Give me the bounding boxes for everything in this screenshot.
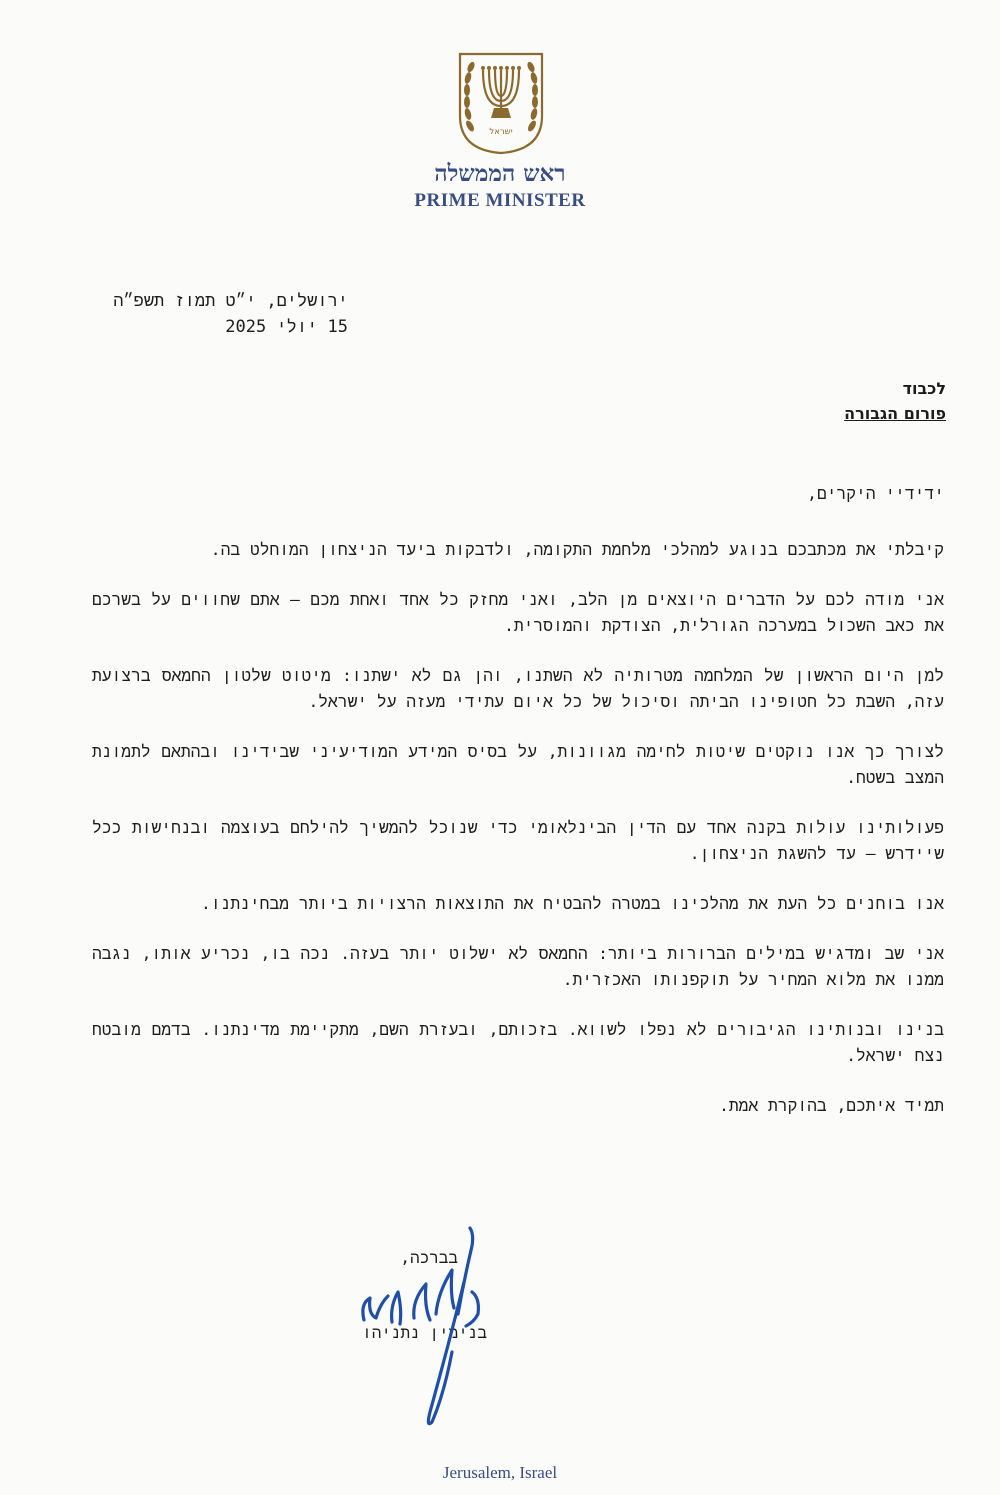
letter-date	[113, 288, 348, 340]
state-emblem-icon	[456, 50, 546, 155]
footer-location: Jerusalem, Israel	[442, 1463, 558, 1482]
handwritten-signature	[340, 1222, 540, 1437]
blessing: בברכה,	[400, 1248, 458, 1267]
closing-line: תמיד איתכם, בהוקרת אמת.	[719, 1096, 944, 1115]
paragraph: למן היום הראשון של המלחמה מטרותיה לא השתנו, והן גם לא ישתנו: מיטוט שלטון החמאס ברצועת עזה, השבת כל חטופינו הביתה וסיכול של כל איום עתידי מעזה על ישראל.	[92, 666, 944, 711]
salutation: לכבוד	[902, 379, 946, 398]
recipient-name: פורום הגבורה	[844, 404, 946, 423]
greeting: ידידיי היקרים,	[807, 484, 944, 503]
svg-text:ישראל: ישראל	[489, 127, 513, 137]
recipient-block	[844, 376, 946, 426]
letter-body	[92, 481, 944, 1143]
paragraph: אני מודה לכם על הדברים היוצאים מן הלב, ואני מחזק כל אחד ואחת מכם – אתם שחווים על בשרכם את כאב השכול במערכה הגורלית, הצודקת והמוסרית.	[92, 590, 944, 635]
paragraph: אני שב ומדגיש במילים הברורות ביותר: החמאס לא ישלוט יותר בעזה. נכה בו, נכריע אותו, נגבה ממנו את מלוא המחיר על תוקפנותו האכזרית.	[92, 944, 944, 989]
letterhead-title-hebrew: ראש הממשלה	[434, 160, 566, 187]
hebrew-date: ירושלים, י״ט תמוז תשפ״ה	[113, 291, 348, 311]
paragraph: אנו בוחנים כל העת את מהלכינו במטרה להבטיח את התוצאות הרצויות ביותר מבחינתנו.	[201, 894, 944, 913]
gregorian-date: 15 יולי 2025	[225, 317, 348, 337]
paragraph: קיבלתי את מכתבכם בנוגע למהלכי מלחמת התקומה, ולדבקות ביעד הניצחון המוחלט בה.	[210, 540, 944, 559]
paragraph: פעולותינו עולות בקנה אחד עם הדין הבינלאומי כדי שנוכל להמשיך להילחם בעוצמה ובנחישות ככל שיידרש – עד להשגת הניצחון.	[92, 818, 944, 863]
signer-name: בנימין נתניהו	[362, 1323, 487, 1342]
letterhead-title-english: PRIME MINISTER	[414, 190, 586, 211]
paragraph: בנינו ובנותינו הגיבורים לא נפלו לשווא. בזכותם, ובעזרת השם, מתקיימת מדינתנו. בדמם מובטח נצח ישראל.	[92, 1020, 944, 1065]
paragraph: לצורך כך אנו נוקטים שיטות לחימה מגוונות, על בסיס המידע המודיעיני שבידינו ובהתאם לתמונת המצב בשטח.	[92, 742, 944, 787]
